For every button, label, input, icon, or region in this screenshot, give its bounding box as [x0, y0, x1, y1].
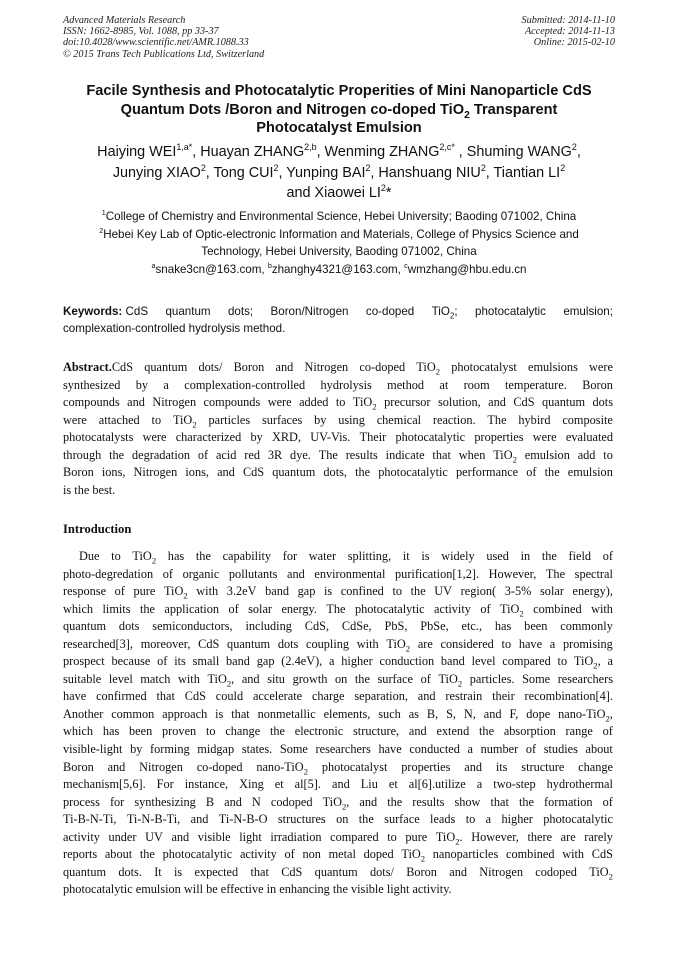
doi-line[interactable]: doi:10.4028/www.scientific.net/AMR.1088.33 [63, 37, 249, 49]
abstract-label: Abstract. [63, 360, 112, 374]
paper-title [40, 82, 638, 138]
keywords-section: Keywords: CdS quantum dots; Boron/Nitrogen co-doped TiO$_2$; photocatalytic emulsion; complexation-controlled hydrolysis method. [63, 305, 613, 335]
author-line: Haiying $WEI^{1,a*}$, Huayan ZHANG$^{2,b}$, Wenming $ZHANG^{2,c*}$ , Shuming WANG$^2$, [97, 142, 581, 160]
author-name: , Tong CUI [205, 164, 274, 181]
affiliations [30, 208, 648, 278]
author-name: , Tiantian LI [485, 164, 561, 181]
keywords-label: Keywords: [63, 305, 123, 318]
author-list [30, 142, 648, 204]
copyright-line: © 2015 Trans Tech Publications Ltd, Switzerland [63, 48, 265, 60]
journal-header [63, 15, 264, 60]
author-name: and Xiaowei LI [286, 185, 381, 201]
affiliation-line: Technology, Hebei University, Baoding 071002, China [201, 245, 477, 258]
author-name: , Wenming ZHANG [316, 144, 440, 160]
author-name: , Hanshuang NIU [370, 164, 481, 181]
affiliation-line: $^1$College of Chemistry and Environmental Science, Hebei University; Baoding 071002, China [101, 208, 577, 223]
accepted-date: Accepted: 2014-11-13 [524, 26, 615, 38]
title-line: Facile Synthesis and Photocatalytic Properities of Mini Nanoparticle CdS [86, 83, 592, 99]
abstract: Abstract.CdS quantum dots/ Boron and Nitrogen co-doped TiO$_2$ photocatalyst emulsions were synthesized by a complexation-controlled hydrolysis method at room temperature. Boron compounds and Nitrogen compounds were added to TiO$_2$ precursor solution, and CdS quantum dots were attached to TiO$_2$ particles surfaces by using chemical reaction. The hybird composite photocatalysts were characterized by XRD, UV-Vis. Their photocatalytic properties were evaluated through the degradation of acid red 3R dye. The results indicate that when TiO$_2$ emulsion add to Boron ions, Nitrogen ions, and CdS quantum dots, the photocatalytic performance of the emulsion is the best. [63, 360, 613, 497]
author-name: , Yunping BAI [278, 164, 366, 181]
email-line[interactable]: $^a$snake3cn@163.com, $^b$zhanghy4321@163.com, $^c$wmzhang@hbu.edu.cn [151, 260, 527, 276]
author-name: Haiying WEI [97, 144, 177, 160]
author-name: , Huayan ZHANG [192, 144, 305, 160]
affiliation-line: $^2$Hebei Key Lab of Optic-electronic Information and Materials, College of Physics Science and [99, 225, 579, 241]
introduction-body: Due to TiO$_2$ has the capability for water splitting, it is widely used in the field of photo-degredation of organic pollutants and environmental purification[1,2]. However, The spectral response of pure TiO$_2$ with 3.2eV band gap is confined to the UV region( 3-5% solar energy), which limits the application of solar energy. The photocatalytic activity of TiO$_2$ combined with quantum dots semiconductors, including CdS, CdSe, PbS, PbSe, etc., has been commonly researched[3], moreover, CdS quantum dots coupling with TiO$_2$ are considered to have a promising prospect because of its small band gap (2.4eV), a higher conduction band level compared to TiO$_2$, a suitable level match with TiO$_2$, and situ growth on the surface of TiO$_2$ particles. Some researchers have confirmed that CdS could accelerate charge separation, and restrain their recombination[4]. Another common approach is that nonmetallic elements, such as B, S, N, and F, dope nano-TiO$_2$, which has been proven to change the electronic structure, and extend the absorption range of visible-light by forming midgap states. Some researchers have conducted a number of studies about Boron and Nitrogen co-doped nano-TiO$_2$ photocatalyst properties and its structure change mechanism[5,6]. For instance, Xing et al[5]. and Liu et al[6].utilize a two-step hydrothermal process for synthesizing B and N codoped TiO$_2$, and the results show that the formation of Ti-B-N-Ti, Ti-N-B-Ti, and Ti-N-B-O structures on the surface leads to a higher photocatalytic activity under UV and visible light irradiation compared to pure TiO$_2$. However, there are rarely reports about the photocatalytic activity of non metal doped TiO$_2$ nanoparticles combined with CdS quantum dots. It is expected that CdS quantum dots/ Boron and Nitrogen codoped TiO$_2$ photocatalytic emulsion will be effective in enhancing the visible light activity. [63, 549, 613, 897]
dates-header [522, 15, 615, 49]
author-name: Junying XIAO [112, 164, 201, 181]
section-heading-introduction: Introduction [63, 522, 132, 536]
title-line: Photocatalyst Emulsion [256, 120, 422, 137]
journal-name: Advanced Materials Research [63, 15, 186, 26]
issn-line: ISSN: 1662-8985, Vol. 1088, pp 33-37 [63, 26, 219, 38]
title-line: Quantum Dots /Boron and Nitrogen co-doped TiO$_2$ Transparent [120, 101, 558, 121]
author-line: Junying XIAO$^2$, Tong CUI$^2$, Yunping BAI$^2$, Hanshuang NIU$^2$, Tiantian $LI^2$ [112, 162, 566, 181]
submitted-date: Submitted: 2014-11-10 [521, 15, 615, 26]
author-line: and Xiaowei $LI^2*$ [286, 183, 392, 201]
online-date: Online: 2015-02-10 [533, 37, 615, 49]
author-name: , Shuming WANG [454, 144, 572, 160]
